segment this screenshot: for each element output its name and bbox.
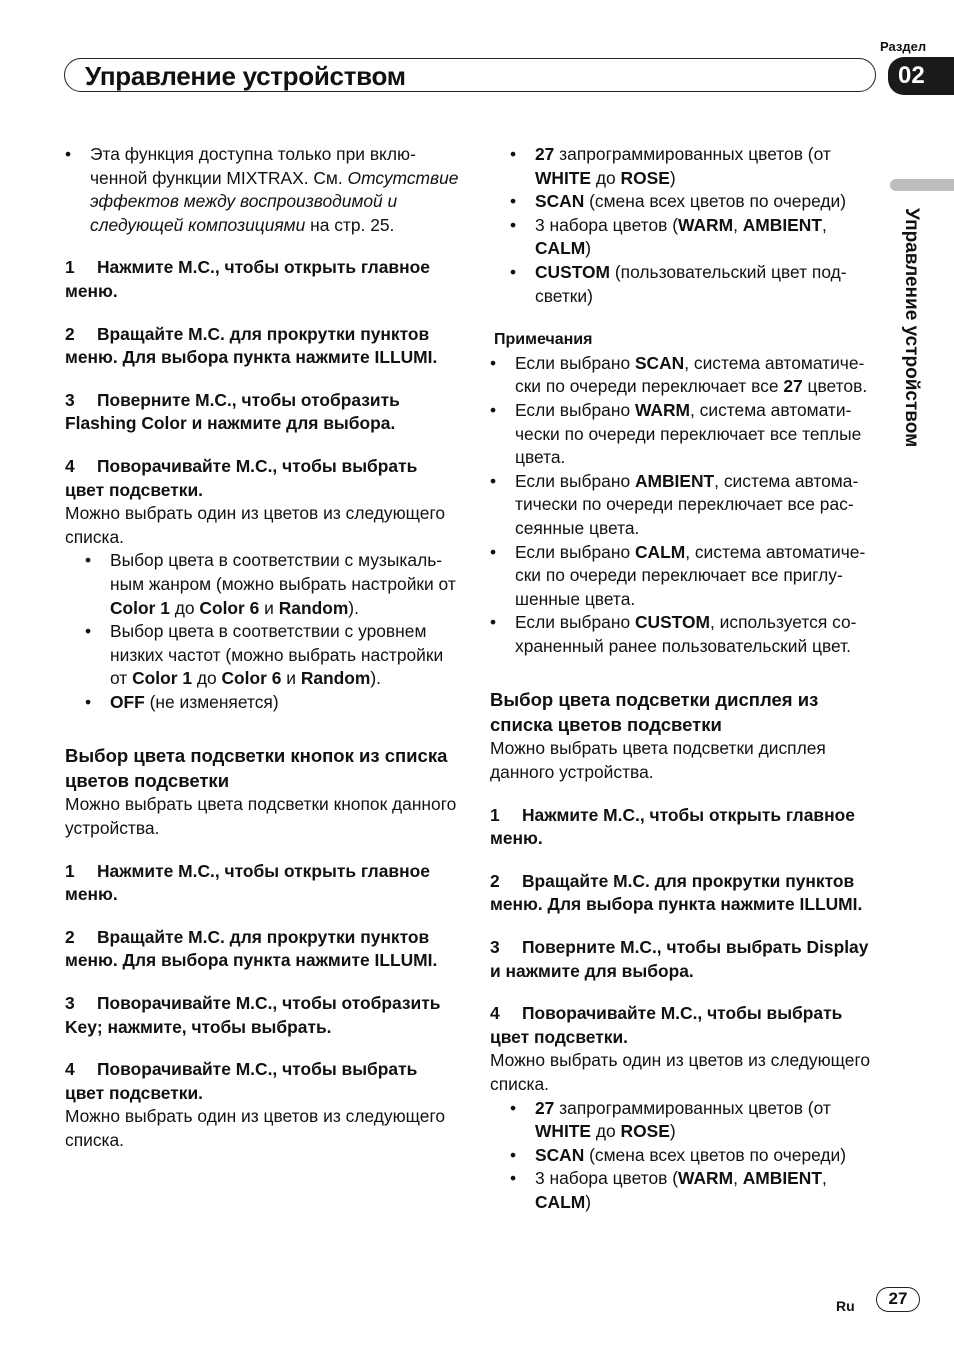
step-1 [65,860,460,907]
text: и [281,668,301,689]
section-description: Можно выбрать цвета подсветки кнопок данного устройства. [65,794,457,839]
step-number: 3 [65,389,75,410]
step-text: Поверните M.C., чтобы отобразить Flashing Color и нажмите для выбора. [65,389,400,434]
page-title: Управление устройством [85,61,406,91]
text: до [591,167,621,188]
text: WARM [678,214,734,235]
step-number: 3 [65,993,75,1014]
step-4 [65,1058,460,1105]
text: CALM [535,238,586,259]
list-item [510,1167,880,1214]
section-heading-key: Выбор цвета подсветки кнопок из списка цветов подсветки [65,745,448,792]
display-color-list [510,1097,880,1215]
key-color-list [510,143,880,308]
step-1 [490,804,880,851]
text: , система автоматически по очереди переключает все рассеянные цвета. [515,470,859,538]
step-number: 4 [65,1059,75,1080]
step-number: 3 [490,937,500,958]
text: ROSE [620,167,670,188]
text: (пользовательский цвет подсветки) [535,261,847,306]
list-item [510,143,880,190]
side-section-title: Управление устройством [901,208,922,448]
text: 3 набора цветов ( [535,214,678,235]
page-number: 27 [876,1287,920,1312]
page-reference: на стр. 25. [305,214,395,235]
text: CUSTOM [535,261,611,282]
step-text: Поворачивайте M.C., чтобы выбрать цвет подсветки. [65,455,418,500]
step-text: Поворачивайте M.C., чтобы отобразить Key; нажмите, чтобы выбрать. [65,993,441,1037]
text: запрограммированных цветов (от [554,144,831,164]
list-item [490,352,880,399]
step-text: Поворачивайте M.C., чтобы выбрать цвет подсветки. [490,1003,843,1047]
step-1 [65,256,460,303]
list-item [490,541,880,612]
step-2 [65,323,460,370]
step-text: Вращайте M.C. для прокрутки пунктов меню. Для выбора пункта нажмите ILLUMI. [490,870,863,915]
list-item [85,549,460,620]
step-text: Нажмите M.C., чтобы открыть главное меню. [65,860,430,905]
list-item [85,691,460,715]
text: Random [278,597,349,618]
step-text: Нажмите M.C., чтобы открыть главное меню. [65,257,430,301]
cross-reference: Отсутствие эффектов между воспроизводимой и следующей композициями [90,167,459,235]
text: , [821,1168,827,1189]
text: 27 [535,144,555,164]
section-label: Раздел [880,39,927,54]
text: , система автоматически по очереди переключает все теплые цвета. [515,399,862,468]
intro-text: Эта функция доступна только при включенной функции MIXTRAX. См. [90,144,416,188]
text: 27 [535,1097,555,1118]
text: CUSTOM [634,612,710,633]
text: Если выбрано [515,541,635,562]
right-column [490,143,880,1215]
section-description: Можно выбрать цвета подсветки дисплея данного устройства. [490,738,826,783]
list-item [510,261,880,308]
text: ) [585,1191,592,1212]
step-number: 1 [65,860,75,881]
step-3 [490,936,880,983]
list-item [510,1097,880,1144]
text: Выбор цвета в соответствии с музыкальным жанром (можно выбрать настройки от [110,550,456,594]
step-text: Вращайте M.C. для прокрутки пунктов меню. Для выбора пункта нажмите ILLUMI. [65,323,438,368]
list-item [510,190,880,214]
step-number: 2 [65,926,75,947]
text: 3 набора цветов ( [535,1168,678,1189]
section-number-badge: 02 [888,57,954,95]
text: CALM [535,1191,586,1212]
text: Если выбрано [515,352,635,373]
notes-list [490,352,880,659]
text: WHITE [535,167,592,188]
step-3 [65,992,460,1039]
step-3 [65,389,460,436]
text: , [733,1168,743,1189]
text: Если выбрано [515,612,635,633]
text: Если выбрано [515,470,635,491]
text: ) [669,1121,676,1142]
step-number: 2 [65,323,75,344]
step-4 [490,1002,880,1049]
step-number: 4 [490,1003,500,1024]
text: до [169,597,200,618]
left-column [65,143,460,1153]
text: до [591,1121,621,1142]
text: Если выбрано [515,399,635,420]
step-4-description: Можно выбрать один из цветов из следующего списка. [65,503,446,547]
step-number: 1 [490,804,500,825]
text: ). [348,597,359,618]
step-text: Поверните M.C., чтобы выбрать Display и нажмите для выбора. [490,937,869,981]
text: WARM [678,1168,734,1189]
step-number: 1 [65,257,75,278]
step-number: 4 [65,455,75,476]
text: Выбор цвета в соответствии с уровнем низких частот (можно выбрать настройки от [110,621,444,689]
step-2 [490,870,880,917]
flashing-options-list [85,549,460,714]
text: Color 1 [132,668,193,689]
list-item [510,214,880,261]
text: ) [669,167,676,188]
text: ). [370,668,382,689]
text: ROSE [620,1121,670,1142]
text: , система автоматически по очереди переключает все приглушенные цвета. [515,541,866,609]
step-4 [65,455,460,502]
text: SCAN [634,352,685,373]
text: WHITE [535,1121,592,1142]
text: запрограммированных цветов (от [554,1097,831,1118]
text: WARM [634,399,691,420]
text: SCAN [535,191,585,212]
text: ) [585,238,592,259]
step-text: Нажмите M.C., чтобы открыть главное меню. [490,804,855,849]
text: , [733,214,743,235]
text: Random [300,668,371,689]
step-number: 2 [490,870,500,891]
text: , [821,214,827,235]
list-item [490,470,880,541]
intro-list [65,143,460,237]
list-item [510,1144,880,1168]
text: , используется сохраненный ранее пользовательский цвет. [515,612,857,656]
text: до [192,668,222,689]
text: Color 6 [221,668,282,689]
text: AMBIENT [634,470,715,491]
text: (смена всех цветов по очереди) [584,191,847,212]
text: SCAN [535,1144,585,1165]
text: 27 [783,376,803,397]
text: AMBIENT [742,1168,822,1189]
text: , система автоматически по очереди переключает все [515,352,865,397]
step-4-description: Можно выбрать один из цветов из следующего списка. [65,1106,446,1150]
text: и [259,597,279,618]
text: (не изменяется) [144,691,279,712]
step-text: Вращайте M.C. для прокрутки пунктов меню. Для выбора пункта нажмите ILLUMI. [65,926,438,971]
step-4-description: Можно выбрать один из цветов из следующего списка. [490,1050,871,1094]
list-item [490,399,880,470]
list-item [490,611,880,658]
list-item [65,143,460,237]
text: Color 6 [199,597,260,618]
text: цветов. [802,376,868,397]
side-tab-marker [890,179,954,191]
text: OFF [110,691,145,712]
text: (смена всех цветов по очереди) [584,1144,847,1165]
text: AMBIENT [742,214,822,235]
step-text: Поворачивайте M.C., чтобы выбрать цвет подсветки. [65,1059,418,1103]
language-code: Ru [836,1298,855,1314]
step-2 [65,926,460,973]
text: Color 1 [110,597,170,618]
notes-heading: Примечания [494,331,593,349]
section-heading-display: Выбор цвета подсветки дисплея из списка цветов подсветки [490,689,819,736]
list-item [85,620,460,691]
text: CALM [634,541,686,562]
